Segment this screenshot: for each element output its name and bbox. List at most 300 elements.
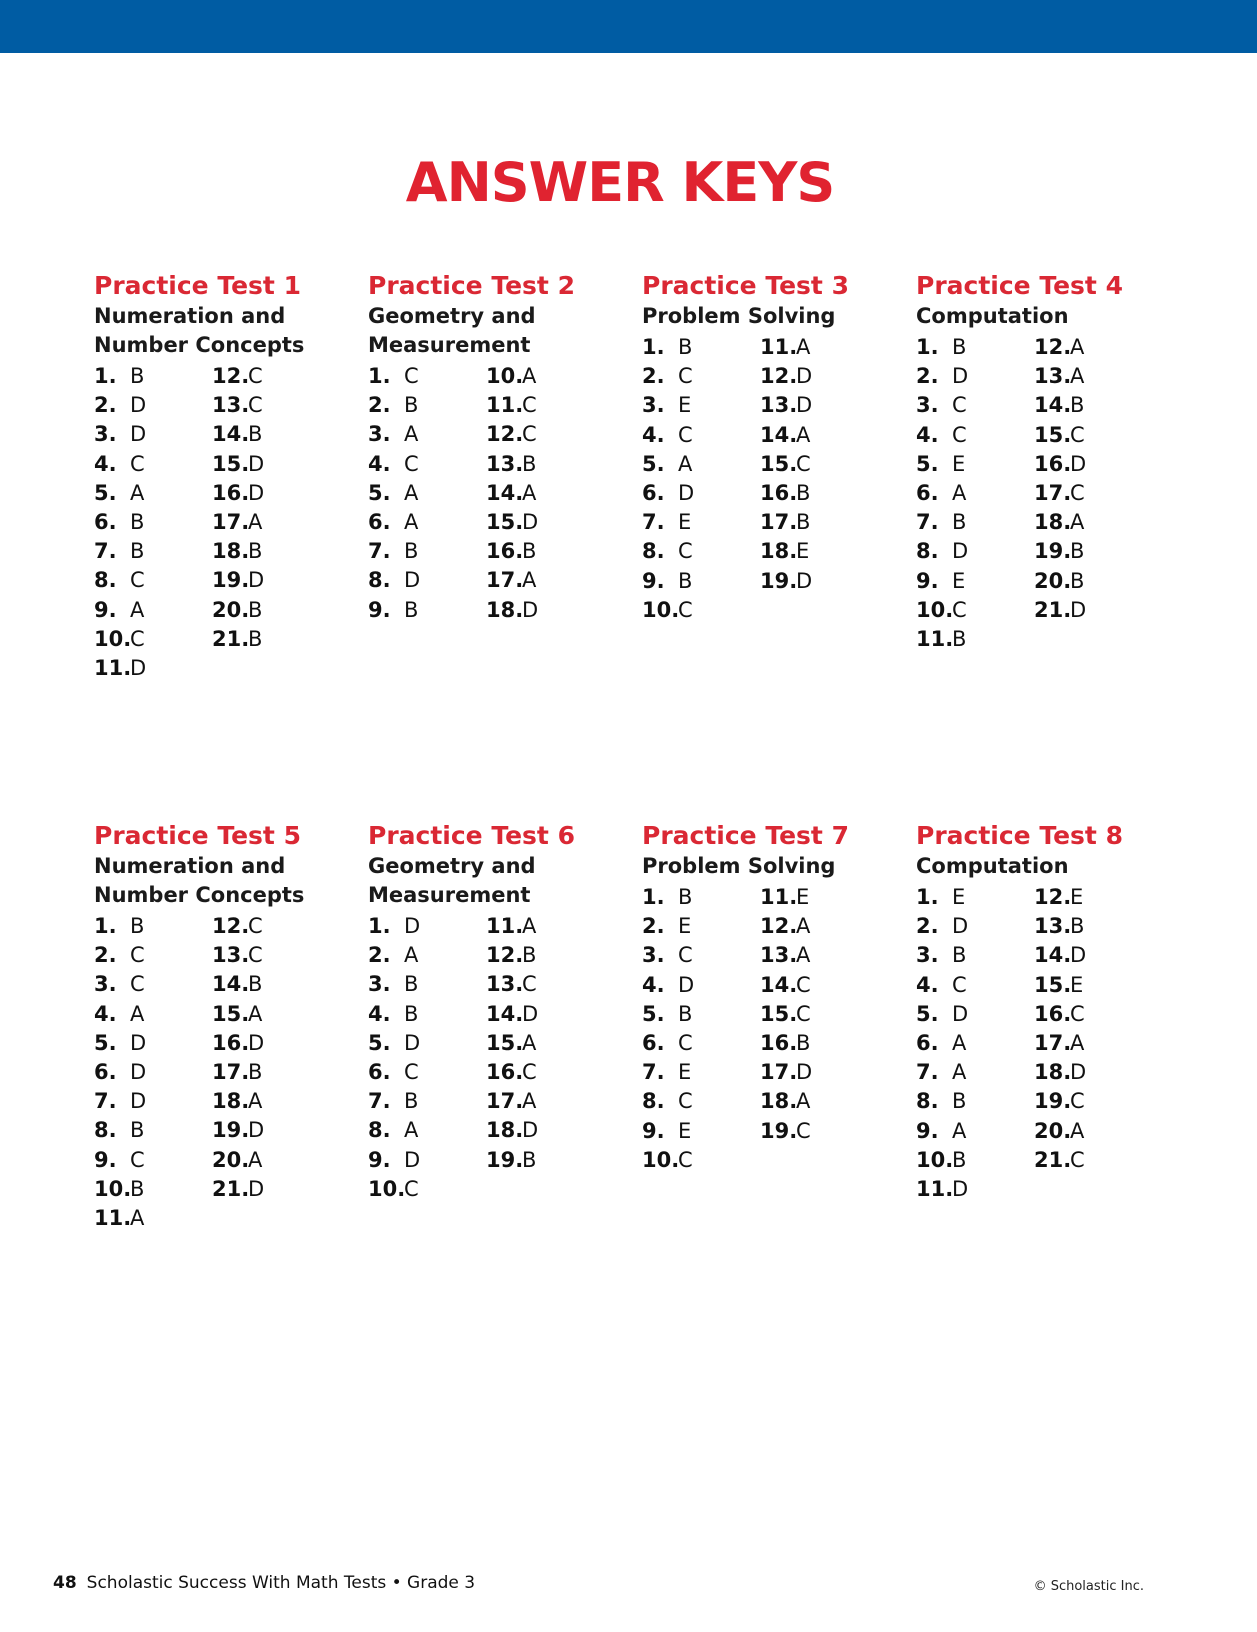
question-number: 5.: [94, 480, 117, 505]
answer-item: [642, 391, 694, 420]
answer-letter: B: [952, 1147, 967, 1172]
question-number: 17.: [486, 1089, 524, 1114]
answer-item: [486, 1029, 538, 1058]
answer-item: [94, 596, 146, 625]
question-number: 13.: [760, 393, 798, 418]
answer-item: [1034, 1058, 1086, 1087]
question-number: 17.: [486, 568, 524, 593]
question-number: 6.: [642, 480, 665, 505]
answer-item: [916, 912, 968, 941]
answer-letter: C: [522, 972, 537, 997]
answer-item: [212, 420, 264, 449]
answer-column: [1034, 333, 1086, 625]
answer-item: [1034, 508, 1086, 537]
answer-letter: A: [522, 568, 537, 593]
answer-item: [94, 1204, 146, 1233]
answer-letter: E: [952, 568, 966, 593]
answer-letter: D: [952, 364, 969, 389]
answer-item: [368, 1146, 420, 1175]
question-number: 3.: [368, 972, 391, 997]
answer-letter: B: [248, 422, 263, 447]
question-number: 11.: [760, 885, 798, 909]
test-subtitle: Computation: [916, 304, 1069, 328]
answer-item: [760, 567, 812, 596]
answer-letter: A: [796, 1089, 811, 1114]
answer-item: [760, 1029, 812, 1058]
answer-letter: C: [130, 972, 145, 997]
answer-item: [760, 912, 812, 941]
answer-item: [212, 1087, 264, 1116]
answer-item: [212, 1058, 264, 1087]
answer-letter: E: [678, 393, 692, 418]
test-title: Practice Test 2: [368, 271, 575, 300]
page-number: 48: [53, 1573, 77, 1593]
answer-letter: A: [952, 1030, 967, 1055]
answer-letter: A: [522, 480, 537, 505]
question-number: 3.: [94, 972, 117, 997]
answer-item: [368, 479, 420, 508]
answer-letter: C: [1070, 480, 1085, 505]
answer-letter: A: [404, 422, 419, 447]
test-subtitle: Numeration and Number Concepts: [94, 854, 305, 907]
answer-item: [916, 596, 968, 625]
answer-letter: C: [678, 422, 693, 447]
answer-letter: D: [130, 393, 147, 418]
answer-column: [486, 912, 538, 1175]
answer-item: [1034, 391, 1086, 420]
question-number: 2.: [94, 943, 117, 968]
question-number: 11.: [94, 1205, 132, 1230]
answer-letter: E: [796, 885, 810, 909]
answer-letter: D: [796, 568, 813, 593]
question-number: 14.: [1034, 393, 1072, 418]
answer-letter: A: [404, 480, 419, 505]
answer-item: [368, 450, 420, 479]
question-number: 9.: [368, 1147, 391, 1172]
question-number: 1.: [642, 885, 665, 909]
answer-letter: C: [678, 597, 693, 622]
answer-letter: A: [130, 1205, 145, 1230]
answer-item: [486, 391, 538, 420]
question-number: 1.: [368, 914, 391, 938]
answer-letter: D: [1070, 1060, 1087, 1085]
answer-item: [1034, 596, 1086, 625]
question-number: 7.: [368, 1089, 391, 1114]
question-number: 8.: [368, 1118, 391, 1143]
question-number: 13.: [212, 943, 250, 968]
answer-letter: B: [248, 972, 263, 997]
answer-letter: B: [952, 626, 967, 651]
answer-item: [212, 1029, 264, 1058]
answer-item: [642, 479, 694, 508]
question-number: 16.: [486, 1059, 524, 1084]
answer-letter: E: [952, 451, 966, 476]
answer-item: [642, 567, 694, 596]
answer-item: [642, 941, 694, 970]
answer-item: [486, 596, 538, 625]
answer-item: [642, 450, 694, 479]
question-number: 18.: [486, 597, 524, 622]
question-number: 5.: [368, 480, 391, 505]
answer-item: [486, 1116, 538, 1145]
question-number: 19.: [1034, 539, 1072, 564]
answer-item: [642, 508, 694, 537]
question-number: 1.: [642, 335, 665, 359]
answer-column: [916, 883, 968, 1204]
answer-column: [368, 912, 420, 1204]
answer-item: [1034, 537, 1086, 566]
copyright: © Scholastic Inc.: [1033, 1579, 1144, 1594]
answer-item: [368, 1116, 420, 1145]
answer-item: [1034, 1029, 1086, 1058]
question-number: 2.: [368, 943, 391, 968]
practice-test-5: [94, 820, 344, 1230]
question-number: 12.: [486, 422, 524, 447]
answer-item: [212, 596, 264, 625]
answer-letter: B: [130, 1176, 145, 1201]
answer-letter: E: [678, 914, 692, 939]
answer-item: [760, 450, 812, 479]
question-number: 18.: [486, 1118, 524, 1143]
answer-letter: A: [522, 1030, 537, 1055]
answer-letter: C: [952, 422, 967, 447]
answer-item: [916, 971, 968, 1000]
answer-letter: D: [248, 480, 265, 505]
footer-book-info: [53, 1571, 475, 1595]
question-number: 11.: [94, 655, 132, 680]
answer-letter: B: [522, 539, 537, 564]
answer-item: [760, 941, 812, 970]
question-number: 18.: [760, 539, 798, 564]
question-number: 3.: [642, 943, 665, 968]
answer-item: [1034, 1000, 1086, 1029]
answer-item: [760, 333, 812, 362]
answer-item: [368, 1175, 420, 1204]
question-number: 6.: [642, 1030, 665, 1055]
answer-letter: A: [248, 509, 263, 534]
question-number: 3.: [916, 393, 939, 418]
question-number: 11.: [486, 914, 524, 938]
answer-item: [486, 537, 538, 566]
answer-letter: D: [522, 1001, 539, 1026]
answer-letter: D: [796, 393, 813, 418]
answer-letter: D: [796, 364, 813, 389]
answer-item: [1034, 421, 1086, 450]
answer-item: [94, 1087, 146, 1116]
answer-letter: B: [952, 1089, 967, 1114]
question-number: 10.: [94, 1176, 132, 1201]
answer-item: [486, 1087, 538, 1116]
answer-item: [486, 1146, 538, 1175]
answer-letter: A: [1070, 335, 1085, 359]
answer-letter: B: [404, 1089, 419, 1114]
question-number: 1.: [94, 914, 117, 938]
test-subtitle: Geometry and Measurement: [368, 304, 536, 357]
answer-letter: C: [248, 393, 263, 418]
answer-column: [642, 333, 694, 625]
answer-letter: D: [130, 1030, 147, 1055]
question-number: 11.: [486, 393, 524, 418]
question-number: 6.: [94, 1059, 117, 1084]
test-subtitle: Problem Solving: [642, 854, 836, 878]
answer-item: [916, 883, 968, 912]
answer-item: [642, 596, 694, 625]
question-number: 9.: [642, 568, 665, 593]
answer-letter: B: [404, 1001, 419, 1026]
question-number: 2.: [642, 364, 665, 389]
question-number: 12.: [760, 914, 798, 939]
answer-item: [760, 883, 812, 912]
answer-item: [94, 1116, 146, 1145]
question-number: 13.: [1034, 914, 1072, 939]
answer-letter: B: [522, 943, 537, 968]
answer-item: [486, 912, 538, 941]
question-number: 17.: [1034, 1030, 1072, 1055]
answer-column: [760, 883, 812, 1146]
question-number: 14.: [760, 972, 798, 997]
question-number: 9.: [916, 568, 939, 593]
answer-letter: A: [404, 1118, 419, 1143]
answer-item: [642, 362, 694, 391]
answer-letter: E: [796, 539, 810, 564]
answer-letter: D: [522, 597, 539, 622]
question-number: 8.: [916, 1089, 939, 1114]
answer-letter: C: [678, 1030, 693, 1055]
answer-letter: A: [248, 1001, 263, 1026]
answer-item: [94, 1029, 146, 1058]
answer-item: [94, 625, 146, 654]
answer-letter: B: [678, 885, 693, 909]
answer-item: [212, 508, 264, 537]
answer-item: [94, 362, 146, 391]
answer-item: [212, 1116, 264, 1145]
answer-letter: C: [1070, 1147, 1085, 1172]
question-number: 11.: [916, 1176, 954, 1201]
question-number: 15.: [760, 1001, 798, 1026]
answer-item: [212, 391, 264, 420]
question-number: 21.: [212, 626, 250, 651]
answer-letter: C: [1070, 1089, 1085, 1114]
answer-letter: B: [952, 335, 967, 359]
question-number: 11.: [916, 626, 954, 651]
question-number: 19.: [212, 1118, 250, 1143]
question-number: 8.: [94, 568, 117, 593]
answer-letter: E: [1070, 972, 1084, 997]
answer-item: [760, 508, 812, 537]
question-number: 5.: [916, 451, 939, 476]
answer-letter: D: [952, 539, 969, 564]
answer-letter: C: [248, 364, 263, 388]
answer-item: [916, 567, 968, 596]
test-title: Practice Test 6: [368, 821, 575, 850]
answer-item: [94, 566, 146, 595]
answer-item: [94, 912, 146, 941]
question-number: 8.: [94, 1118, 117, 1143]
test-title: Practice Test 4: [916, 271, 1123, 300]
answer-column: [1034, 883, 1086, 1175]
answer-item: [1034, 1087, 1086, 1116]
answer-item: [368, 1058, 420, 1087]
question-number: 19.: [760, 568, 798, 593]
answer-letter: B: [130, 914, 145, 938]
answer-item: [486, 970, 538, 999]
answer-letter: D: [522, 1118, 539, 1143]
answer-item: [1034, 362, 1086, 391]
practice-test-6: [368, 820, 618, 1201]
question-number: 9.: [94, 1147, 117, 1172]
answer-letter: D: [130, 1059, 147, 1084]
answer-item: [486, 1058, 538, 1087]
answer-item: [1034, 912, 1086, 941]
answer-letter: E: [678, 1060, 692, 1085]
answer-letter: C: [404, 1176, 419, 1201]
question-number: 7.: [94, 539, 117, 564]
answer-letter: B: [130, 1118, 145, 1143]
answer-letter: B: [796, 1030, 811, 1055]
question-number: 21.: [1034, 597, 1072, 622]
question-number: 16.: [1034, 1001, 1072, 1026]
question-number: 5.: [94, 1030, 117, 1055]
question-number: 2.: [94, 393, 117, 418]
answer-letter: C: [404, 1059, 419, 1084]
answer-letter: A: [404, 943, 419, 968]
question-number: 19.: [1034, 1089, 1072, 1114]
answer-item: [212, 625, 264, 654]
question-number: 8.: [642, 1089, 665, 1114]
question-number: 20.: [212, 1147, 250, 1172]
answer-letter: C: [248, 914, 263, 938]
answer-item: [760, 479, 812, 508]
answer-letter: A: [1070, 510, 1085, 535]
answer-item: [368, 970, 420, 999]
question-number: 20.: [212, 597, 250, 622]
question-number: 15.: [760, 451, 798, 476]
answer-item: [368, 596, 420, 625]
book-title: Scholastic Success With Math Tests • Grade 3: [86, 1573, 476, 1593]
question-number: 14.: [486, 1001, 524, 1026]
question-number: 4.: [368, 451, 391, 476]
top-color-bar: [0, 0, 1257, 53]
answer-item: [212, 912, 264, 941]
answer-letter: D: [404, 1030, 421, 1055]
answer-item: [760, 1117, 812, 1146]
question-number: 16.: [212, 480, 250, 505]
practice-test-4: [916, 270, 1166, 651]
question-number: 18.: [1034, 1060, 1072, 1085]
answer-letter: C: [678, 1089, 693, 1114]
answer-column: [94, 362, 146, 683]
question-number: 10.: [642, 597, 680, 622]
question-number: 4.: [642, 972, 665, 997]
answer-item: [486, 566, 538, 595]
answer-letter: E: [952, 885, 966, 909]
question-number: 13.: [1034, 364, 1072, 389]
answer-column: [760, 333, 812, 596]
answer-letter: D: [248, 451, 265, 476]
answer-letter: B: [1070, 568, 1085, 593]
question-number: 3.: [642, 393, 665, 418]
answer-letter: A: [130, 597, 145, 622]
answer-item: [916, 1175, 968, 1204]
test-title: Practice Test 7: [642, 821, 849, 850]
answer-item: [486, 941, 538, 970]
question-number: 18.: [760, 1089, 798, 1114]
answer-letter: D: [952, 1001, 969, 1026]
answer-item: [486, 362, 538, 391]
page-title: ANSWER KEYS: [405, 151, 835, 214]
answer-item: [1034, 567, 1086, 596]
answer-item: [760, 1087, 812, 1116]
test-subtitle: Geometry and Measurement: [368, 854, 536, 907]
question-number: 9.: [916, 1118, 939, 1143]
answer-item: [368, 537, 420, 566]
answer-letter: D: [796, 1060, 813, 1085]
answer-letter: C: [796, 1001, 811, 1026]
question-number: 19.: [212, 568, 250, 593]
question-number: 7.: [94, 1089, 117, 1114]
answer-letter: D: [248, 1030, 265, 1055]
answer-item: [212, 941, 264, 970]
answer-letter: B: [678, 568, 693, 593]
answer-letter: B: [1070, 393, 1085, 418]
question-number: 21.: [1034, 1147, 1072, 1172]
test-subtitle: Problem Solving: [642, 304, 836, 328]
test-title: Practice Test 8: [916, 821, 1123, 850]
answer-item: [368, 362, 420, 391]
answer-letter: C: [130, 568, 145, 593]
answer-item: [1034, 971, 1086, 1000]
question-number: 17.: [212, 1059, 250, 1084]
answer-column: [212, 362, 264, 654]
answer-letter: C: [130, 1147, 145, 1172]
question-number: 9.: [642, 1118, 665, 1143]
answer-item: [94, 420, 146, 449]
answer-letter: D: [130, 655, 147, 680]
answer-item: [212, 566, 264, 595]
answer-letter: A: [796, 335, 811, 359]
answer-letter: B: [404, 393, 419, 418]
answer-letter: E: [678, 510, 692, 535]
test-title: Practice Test 3: [642, 271, 849, 300]
answer-item: [916, 362, 968, 391]
answer-letter: B: [248, 626, 263, 651]
question-number: 5.: [642, 451, 665, 476]
question-number: 13.: [486, 451, 524, 476]
question-number: 7.: [642, 510, 665, 535]
question-number: 2.: [916, 364, 939, 389]
answer-letter: B: [404, 597, 419, 622]
question-number: 6.: [368, 1059, 391, 1084]
answer-letter: A: [952, 480, 967, 505]
question-number: 8.: [642, 539, 665, 564]
answer-letter: C: [952, 597, 967, 622]
answer-item: [368, 391, 420, 420]
answer-item: [94, 970, 146, 999]
practice-test-2: [368, 270, 618, 622]
answer-item: [94, 654, 146, 683]
question-number: 6.: [916, 480, 939, 505]
answer-item: [642, 1117, 694, 1146]
answer-letter: D: [522, 509, 539, 534]
question-number: 16.: [486, 539, 524, 564]
answer-letter: B: [130, 364, 145, 388]
question-number: 17.: [760, 1060, 798, 1085]
answer-letter: D: [248, 568, 265, 593]
answer-item: [1034, 450, 1086, 479]
question-number: 18.: [212, 539, 250, 564]
test-title: Practice Test 1: [94, 271, 301, 300]
practice-test-1: [94, 270, 344, 680]
